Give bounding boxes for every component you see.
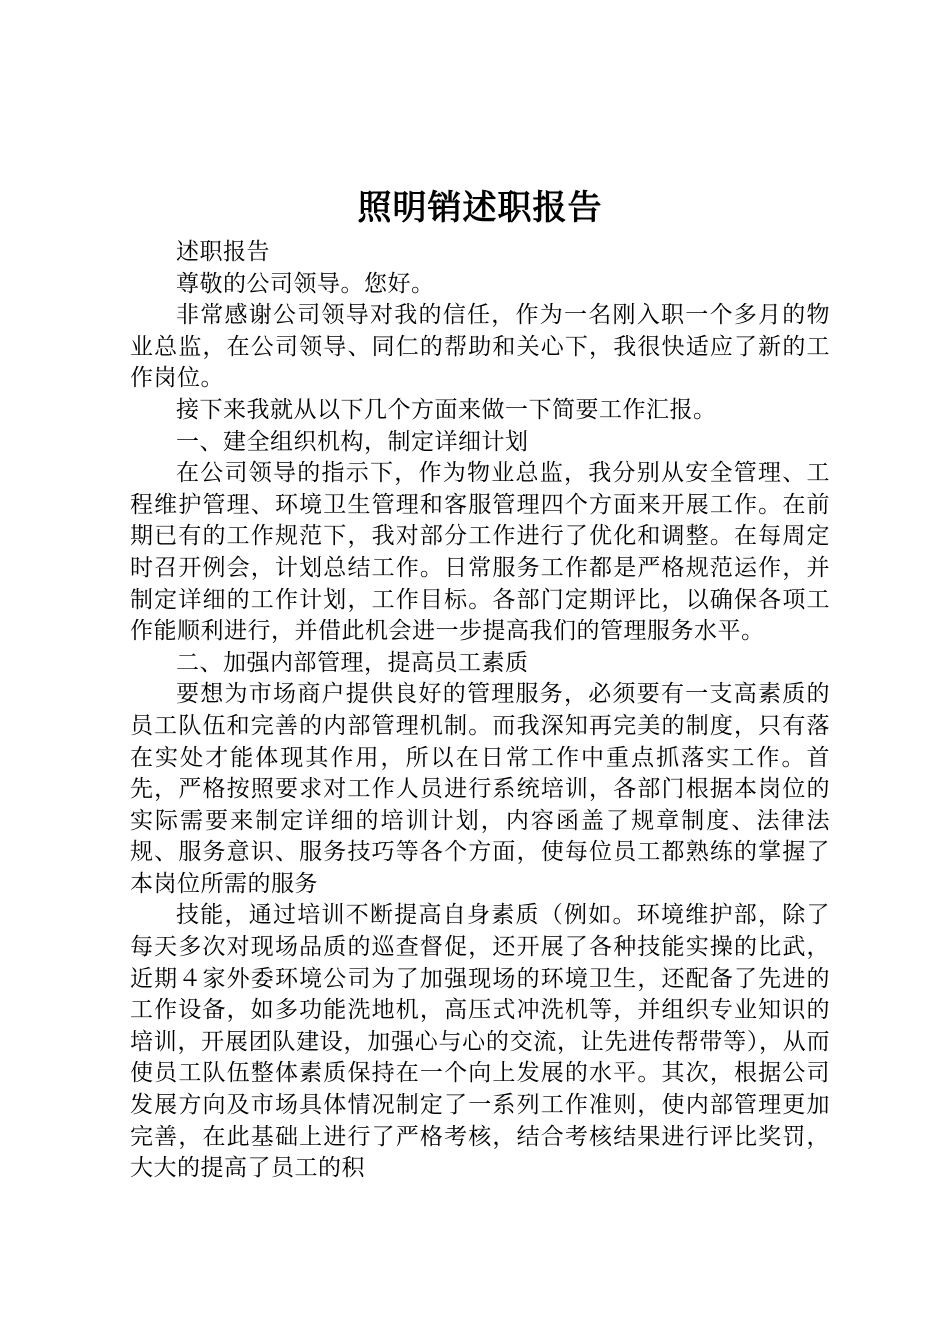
document-body (130, 237, 830, 1185)
paragraph-greeting: 尊敬的公司领导。您好。 (176, 270, 435, 297)
paragraph-intro: 非常感谢公司领导对我的信任，作为一名刚入职一个多月的物业总监，在公司领导、同仁的帮助和关心下，我很快适应了新的工作岗位。 (130, 302, 830, 392)
paragraph-overview: 接下来我就从以下几个方面来做一下简要工作汇报。 (176, 396, 717, 423)
paragraph-section-2b: 技能，通过培训不断提高自身素质（例如。环境维护部，除了每天多次对现场品质的巡查督促，还开展了各种技能实操的比武，近期４家外委环境公司为了加强现场的环境卫生，还配备了先进的工作设备，如多功能洗地机，高压式冲洗机等，并组织专业知识的培训，开展团队建设，加强心与心的交流，让先进传帮带等），从而使员工队伍整体素质保持在一个向上发展的水平。其次，根据公司发展方向及市场具体情况制定了一系列工作准则，使内部管理更加完善，在此基础上进行了严格考核，结合考核结果进行评比奖罚，大大的提高了员工的积 (130, 902, 830, 1182)
section-heading-1: 一、建全组织机构，制定详细计划 (176, 428, 529, 455)
document-title: 照明销述职报告 (357, 188, 603, 228)
section-heading-2: 二、加强内部管理，提高员工素质 (176, 649, 529, 676)
paragraph-section-2a: 要想为市场商户提供良好的管理服务，必须要有一支高素质的员工队伍和完善的内部管理机制。而我深知再完美的制度，只有落在实处才能体现其作用，所以在日常工作中重点抓落实工作。首先，严格按照要求对工作人员进行系统培训，各部门根据本岗位的实际需要来制定详细的培训计划，内容函盖了规章制度、法律法规、服务意识、服务技巧等各个方面，使每位员工都熟练的掌握了本岗位所需的服务 (130, 681, 830, 897)
paragraph-heading-label: 述职报告 (176, 239, 270, 265)
paragraph-section-1: 在公司领导的指示下，作为物业总监，我分别从安全管理、工程维护管理、环境卫生管理和客服管理四个方面来开展工作。在前期已有的工作规范下，我对部分工作进行了优化和调整。在每周定时召开例会，计划总结工作。日常服务工作都是严格规范运作，并制定详细的工作计划，工作目标。各部门定期评比，以确保各项工作能顺利进行，并借此机会进一步提高我们的管理服务水平。 (130, 460, 830, 645)
